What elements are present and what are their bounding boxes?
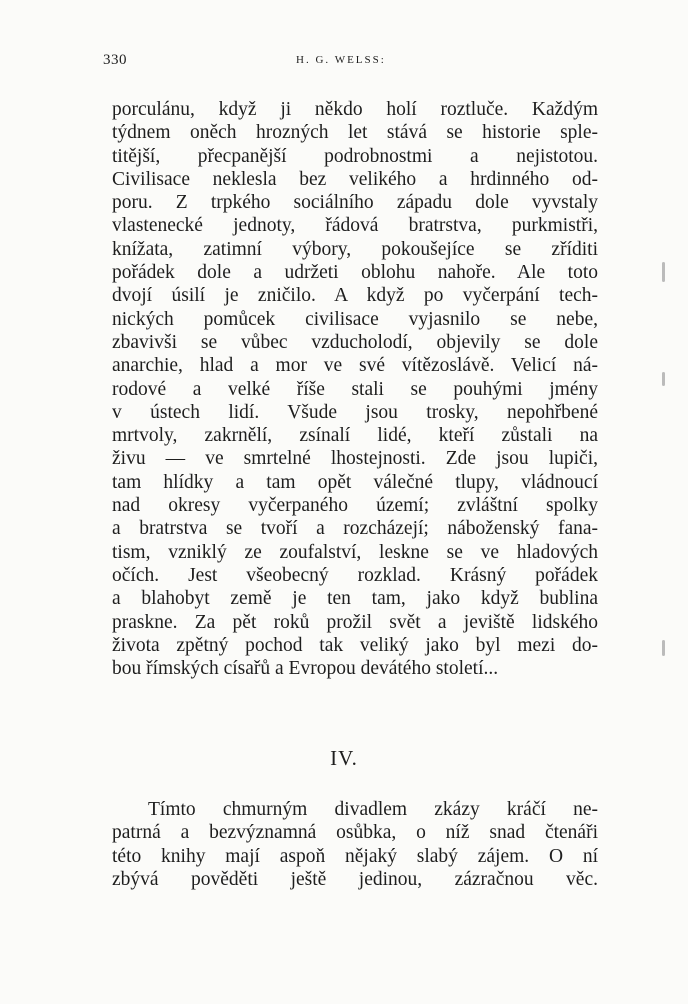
text-line: živu — ve smrtelné lhostejnosti. Zde jsou lupiči, [112, 448, 598, 470]
text-line: praskne. Za pět roků prožil svět a jeviště lidského [112, 611, 598, 633]
section-paragraph [112, 798, 598, 891]
text-line: pořádek dole a udržeti oblohu nahoře. Ale toto [112, 262, 598, 284]
text-line: poru. Z trpkého sociálního západu dole vyvstaly [112, 192, 598, 214]
page-number: 330 [103, 52, 127, 68]
running-head: H. G. WELSS: [296, 54, 386, 66]
text-line: bou římských císařů a Evropou devátého století... [112, 658, 499, 680]
text-line: dvojí úsilí je zničilo. A když po vyčerpání tech- [112, 285, 598, 307]
text-line: rodové a velké říše stali se pouhými jmény [112, 378, 598, 400]
text-line: nických pomůcek civilisace vyjasnilo se nebe, [112, 308, 598, 330]
text-line: v ústech lidí. Všude jsou trosky, nepohřbené [112, 401, 598, 423]
text-line: knížata, zatimní výbory, pokoušejíce se zříditi [112, 238, 598, 260]
text-line: mrtvoly, zakrnělí, zsínalí lidé, kteří zůstali na [112, 425, 598, 447]
text-line: tam hlídky a tam opět válečné tlupy, vládnoucí [112, 471, 598, 493]
section-heading: IV. [330, 746, 358, 770]
text-line: patrná a bezvýznamná osůbka, o níž snad čtenáři [112, 822, 598, 844]
text-line: vlastenecké jednoty, řádová bratrstva, purkmistři, [112, 215, 598, 237]
text-line: porculánu, když ji někdo holí roztluče. Každým [112, 99, 598, 120]
text-line: tism, vzniklý ze zoufalství, leskne se ve hladových [112, 541, 598, 563]
text-line: Civilisace neklesla bez velikého a hrdinného od- [112, 168, 598, 190]
text-line: týdnem oněch hrozných let stává se historie sple- [112, 122, 598, 144]
text-line: zbývá pověděti ještě jedinou, zázračnou věc. [112, 868, 598, 890]
text-line: nad okresy vyčerpaného území; zvláštní spolky [112, 495, 598, 517]
text-line: a blahobyt země je ten tam, jako když bublina [112, 588, 598, 610]
paper-edge-mark [662, 640, 665, 656]
paper-edge-mark [662, 372, 665, 386]
text-line: anarchie, hlad a mor ve své vítězoslávě. Velicí ná- [112, 355, 598, 377]
text-line: života zpětný pochod tak veliký jako byl mezi do- [112, 634, 598, 656]
text-line: Tímto chmurným divadlem zkázy kráčí ne- [148, 799, 598, 820]
text-line: této knihy mají aspoň nějaký slabý zájem. O ní [112, 845, 598, 867]
body-paragraph [112, 98, 598, 680]
text-line: očích. Jest všeobecný rozklad. Krásný pořádek [112, 564, 598, 586]
text-line: a bratrstva se tvoří a rozcházejí; náboženský fana- [112, 518, 598, 540]
paper-edge-mark [662, 262, 665, 282]
text-line: titější, přecpanější podrobnostmi a nejistotou. [112, 145, 598, 167]
text-line: zbavivši se vůbec vzducholodí, objevily se dole [112, 331, 598, 353]
